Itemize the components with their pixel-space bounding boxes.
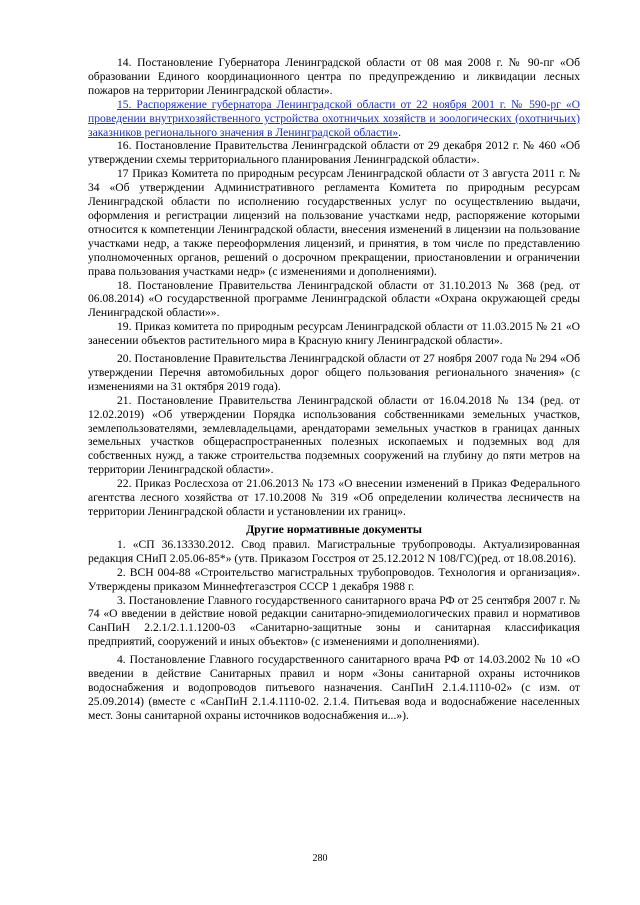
other-doc-3: 3. Постановление Главного государственного санитарного врача РФ от 25 сентября 2007 г. № 74 «О введении в действие новой редакции санитарно-эпидемиологических правил и нормативов СанПиН 2.2.1/2.1.1.1200-03 «Санитарно-защитные зоны и санитарная классификация предприятий, сооружений и иных объектов» (с изменениями и дополнениями). [88, 593, 580, 649]
other-doc-1: 1. «СП 36.13330.2012. Свод правил. Магистральные трубопроводы. Актуализированная редакция СНиП 2.05.06-85*» (утв. Приказом Госстроя от 25.12.2012 N 108/ГС)(ред. от 18.08.2016). [88, 537, 580, 565]
paragraph-16: 16. Постановление Правительства Ленинградской области от 29 декабря 2012 г. № 460 «Об утверждении схемы территориального планирования Ленинградской области». [88, 139, 580, 167]
paragraph-15-suffix: . [398, 125, 402, 139]
link-order-590-rg[interactable]: 15. Распоряжение губернатора Ленинградской области от 22 ноября 2001 г. № 590-рг «О проведении внутрихозяйственного устройства охотничьих хозяйств и зоологических (охотничьих) заказников регионального значения в Ленинградской области» [88, 97, 580, 139]
paragraph-18: 18. Постановление Правительства Ленинградской области от 31.10.2013 № 368 (ред. от 06.08.2014) «О государственной программе Ленинградской области «Охрана окружающей среды Ленинградской области»». [88, 278, 580, 320]
paragraph-19: 19. Приказ комитета по природным ресурсам Ленинградской области от 11.03.2015 № 21 «О занесении объектов растительного мира в Красную книгу Ленинградской области». [88, 320, 580, 348]
document-page [88, 56, 580, 723]
paragraph-22: 22. Приказ Рослесхоза от 21.06.2013 № 173 «О внесении изменений в Приказ Федерального агентства лесного хозяйства от 17.10.2008 № 319 «Об определении количества лесничеств на территории Ленинградской области и установлении их границ». [88, 477, 580, 518]
page-number: 280 [312, 853, 328, 864]
paragraph-17: 17 Приказ Комитета по природным ресурсам Ленинградской области от 3 августа 2011 г. № 34 «Об утверждении Административного регламента Комитета по природным ресурсам Ленинградской области по исполнению государственных услуг по осуществлению выдачи, оформления и регистрации лицензий на пользование участками недр, распоряжение которыми относится к компетенции Ленинградской области, внесения изменений в лицензии на пользование участками недр, а также переоформления лицензий, и принятия, в том числе по представлению уполномоченных органов, решений о досрочном прекращении, приостановлении и ограничении права пользования участками недр» (с изменениями и дополнениями). [88, 167, 580, 278]
paragraph-14: 14. Постановление Губернатора Ленинградской области от 08 мая 2008 г. № 90-пг «Об образовании Единого координационного центра по предупреждению и ликвидации лесных пожаров на территории Ленинградской области». [88, 56, 580, 97]
paragraph-20: 20. Постановление Правительства Ленинградской области от 27 ноября 2007 года № 294 «Об утверждении Перечня автомобильных дорог общего пользования регионального значения» (с изменениями на 31 октября 2019 года). [88, 352, 580, 393]
paragraph-15 [88, 98, 580, 140]
other-doc-2: 2. ВСН 004-88 «Строительство магистральных трубопроводов. Технология и организация». Утверждены приказом Миннефтегазстроя СССР 1 декабря 1988 г. [88, 565, 580, 593]
section-title: Другие нормативные документы [246, 521, 422, 536]
other-doc-4: 4. Постановление Главного государственного санитарного врача РФ от 14.03.2002 № 10 «О введении в действие Санитарных правил и норм «Зоны санитарной охраны источников водоснабжения и водопроводов питьевого назначения. СанПиН 2.1.4.1110-02» (с изм. от 25.09.2014) (вместе с «СанПиН 2.1.4.1110-02. 2.1.4. Питьевая вода и водоснабжение населенных мест. Зоны санитарной охраны источников водоснабжения и...»). [88, 653, 580, 722]
paragraph-21: 21. Постановление Правительства Ленинградской области от 16.04.2018 № 134 (ред. от 12.02.2019) «Об утверждении Порядка использования собственниками земельных участков, землепользователями, землевладельцами, арендаторами земельных участков в границах данных земельных участков общераспространенных полезных ископаемых и подземных вод для собственных нужд, а также строительства подземных сооружений на глубину до пяти метров на территории Ленинградской области». [88, 393, 580, 477]
